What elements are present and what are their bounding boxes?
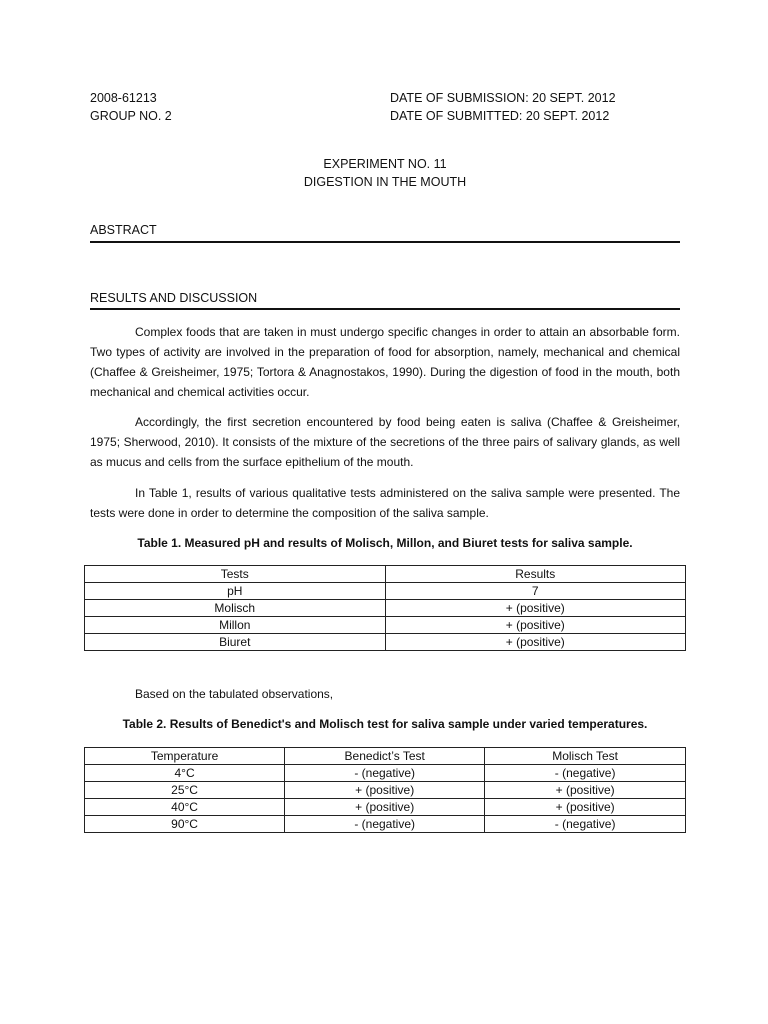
table-row xyxy=(85,600,686,617)
table1-cell-result: + (positive) xyxy=(385,634,686,651)
table1-caption: Table 1. Measured pH and results of Molisch, Millon, and Biuret tests for saliva sample. xyxy=(137,536,633,550)
date-submitted: DATE OF SUBMITTED: 20 SEPT. 2012 xyxy=(390,109,610,123)
paragraph-2 xyxy=(90,412,680,472)
table2-header-molisch: Molisch Test xyxy=(485,748,686,765)
table1-cell-result: 7 xyxy=(385,583,686,600)
table2 xyxy=(84,747,686,833)
table2-header-benedicts: Benedict’s Test xyxy=(285,748,485,765)
table2-header-temperature: Temperature xyxy=(85,748,285,765)
results-divider xyxy=(90,308,680,310)
table1-header-row xyxy=(85,566,686,583)
abstract-heading: ABSTRACT xyxy=(90,223,157,237)
table1-cell-result: + (positive) xyxy=(385,617,686,634)
paragraph-4 xyxy=(90,684,680,704)
abstract-divider xyxy=(90,241,680,243)
paragraph-4-text: Based on the tabulated observations, xyxy=(135,687,334,701)
paragraph-3-text: In Table 1, results of various qualitative tests administered on the saliva sample were presented. The tests were done in order to determine the composition of the saliva sample. xyxy=(90,486,680,520)
table2-cell-benedicts: + (positive) xyxy=(285,782,485,799)
table2-cell-molisch: - (negative) xyxy=(485,765,686,782)
table2-cell-molisch: + (positive) xyxy=(485,782,686,799)
table-row xyxy=(85,799,686,816)
table-row xyxy=(85,634,686,651)
table-row xyxy=(85,765,686,782)
table1-cell-test: Millon xyxy=(85,617,386,634)
group-number: GROUP NO. 2 xyxy=(90,109,172,123)
table-row xyxy=(85,816,686,833)
table2-cell-molisch: + (positive) xyxy=(485,799,686,816)
table1 xyxy=(84,565,686,651)
table2-cell-temperature: 25°C xyxy=(85,782,285,799)
student-id: 2008-61213 xyxy=(90,91,157,105)
table2-cell-benedicts: - (negative) xyxy=(285,765,485,782)
paragraph-2-text: Accordingly, the first secretion encountered by food being eaten is saliva (Chaffee & Greisheimer, 1975; Sherwood, 2010). It consists of the mixture of the secretions of the three pairs of salivary glands, as well as mucus and cells from the surface epithelium of the mouth. xyxy=(90,415,680,469)
results-heading: RESULTS AND DISCUSSION xyxy=(90,291,258,305)
table-row xyxy=(85,782,686,799)
table1-cell-test: Molisch xyxy=(85,600,386,617)
table2-caption: Table 2. Results of Benedict's and Molisch test for saliva sample under varied temperatures. xyxy=(122,717,648,731)
table1-header-tests: Tests xyxy=(85,566,386,583)
experiment-number: EXPERIMENT NO. 11 xyxy=(323,157,447,171)
paragraph-1 xyxy=(90,322,680,402)
experiment-title: DIGESTION IN THE MOUTH xyxy=(303,175,467,189)
table1-header-results: Results xyxy=(385,566,686,583)
table2-cell-molisch: - (negative) xyxy=(485,816,686,833)
table1-cell-result: + (positive) xyxy=(385,600,686,617)
table2-cell-benedicts: - (negative) xyxy=(285,816,485,833)
table2-cell-temperature: 40°C xyxy=(85,799,285,816)
table-row xyxy=(85,617,686,634)
table2-cell-temperature: 4°C xyxy=(85,765,285,782)
paragraph-1-text: Complex foods that are taken in must undergo specific changes in order to attain an absorbable form. Two types of activity are involved in the preparation of food for absorption, namely, mechanical and chemical (Chaffee & Greisheimer, 1975; Tortora & Anagnostakos, 1990). During the digestion of food in the mouth, both mechanical and chemical activities occur. xyxy=(90,325,680,399)
table2-cell-temperature: 90°C xyxy=(85,816,285,833)
table-row xyxy=(85,583,686,600)
table1-cell-test: Biuret xyxy=(85,634,386,651)
date-of-submission: DATE OF SUBMISSION: 20 SEPT. 2012 xyxy=(390,91,616,105)
paragraph-3 xyxy=(90,483,680,523)
table2-cell-benedicts: + (positive) xyxy=(285,799,485,816)
table1-cell-test: pH xyxy=(85,583,386,600)
table2-header-row xyxy=(85,748,686,765)
